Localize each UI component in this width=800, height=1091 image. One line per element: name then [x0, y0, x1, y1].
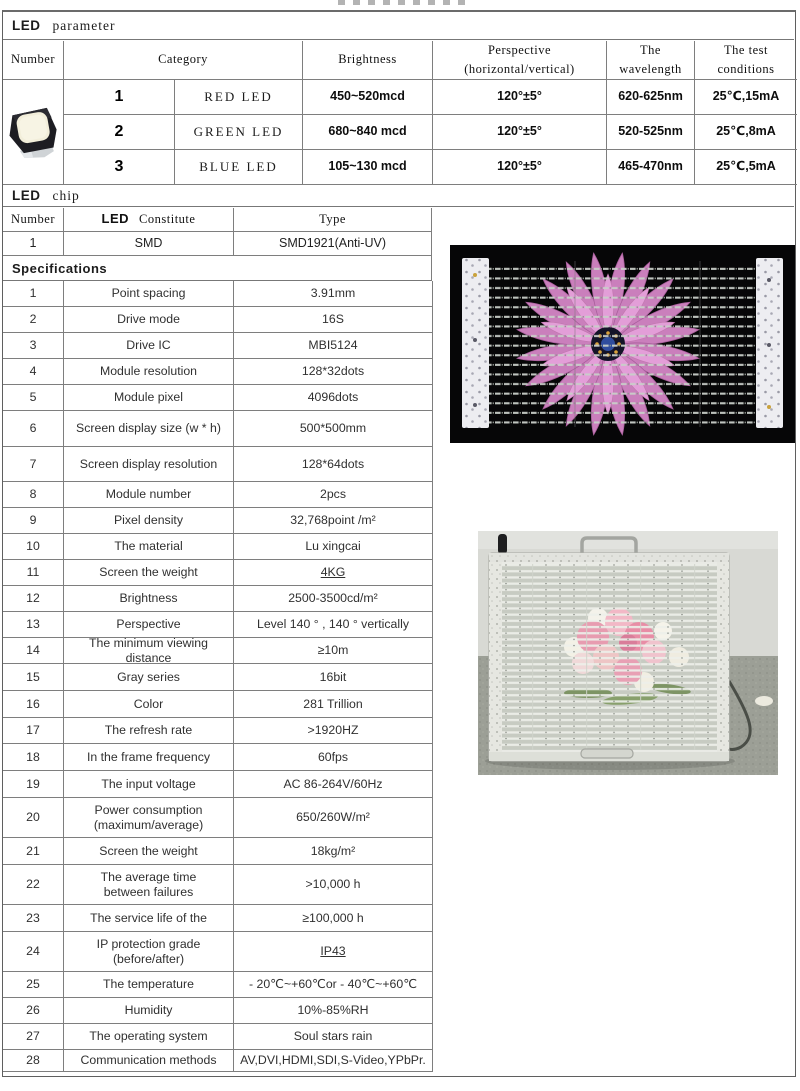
- spec-row-label: Brightness: [64, 586, 234, 612]
- spec-row-value: AV,DVI,HDMI,SDI,S-Video,YPbPr.: [234, 1050, 433, 1072]
- param-row-brightness: 450~520mcd: [303, 80, 433, 115]
- spec-row-value: 4KG: [234, 560, 433, 586]
- spec-row-value: >10,000 h: [234, 865, 433, 905]
- spec-row: [3, 972, 433, 998]
- spec-row: [3, 482, 433, 508]
- spec-row-value: Level 140 ° , 140 ° vertically: [234, 612, 433, 638]
- spec-row-number: 26: [3, 998, 64, 1024]
- param-row-test: 25℃,5mA: [695, 150, 797, 185]
- spec-row-value: ≥100,000 h: [234, 905, 433, 932]
- section-header-specifications: [3, 256, 432, 281]
- param-row-number: 1: [64, 80, 175, 115]
- spec-row-number: 27: [3, 1024, 64, 1050]
- white-flower-on-floor: [755, 696, 773, 706]
- bottom-handle-slot: [581, 749, 633, 758]
- spec-row-label: The input voltage: [64, 771, 234, 798]
- spec-row-label: Gray series: [64, 664, 234, 691]
- spec-row-number: 20: [3, 798, 64, 838]
- spec-row-label: The temperature: [64, 972, 234, 998]
- section-title-rest: parameter: [52, 17, 116, 33]
- param-row-number: 3: [64, 150, 175, 185]
- spec-row-value: 128*32dots: [234, 359, 433, 385]
- spec-row-label: The refresh rate: [64, 718, 234, 744]
- spec-row-value: 128*64dots: [234, 447, 433, 482]
- spec-row-label: The average time between failures: [64, 865, 234, 905]
- spec-row: [3, 744, 433, 771]
- led-parameter-table: [3, 41, 797, 185]
- spec-row: [3, 1050, 433, 1072]
- spec-row: [3, 560, 433, 586]
- spec-row-number: 2: [3, 307, 64, 333]
- spec-row-label: IP protection grade (before/after): [64, 932, 234, 972]
- spec-row-value: 4096dots: [234, 385, 433, 411]
- param-row-brightness: 105~130 mcd: [303, 150, 433, 185]
- chip-row-constitute: SMD: [64, 232, 234, 256]
- clipped-page-title-fragment: [338, 0, 470, 5]
- spec-row: [3, 612, 433, 638]
- spec-row-number: 13: [3, 612, 64, 638]
- spec-row: [3, 1024, 433, 1050]
- spec-row-label: The service life of the: [64, 905, 234, 932]
- spec-row-number: 11: [3, 560, 64, 586]
- spec-row-label: Pixel density: [64, 508, 234, 534]
- spec-row-value: 650/260W/m²: [234, 798, 433, 838]
- chip-header-constitute: LED Constitute: [64, 208, 234, 232]
- spec-row-value: MBI5124: [234, 333, 433, 359]
- spec-row-number: 28: [3, 1050, 64, 1072]
- spec-row-label: Screen the weight: [64, 560, 234, 586]
- spec-row-value: 3.91mm: [234, 281, 433, 307]
- chip-row-type: SMD1921(Anti-UV): [234, 232, 432, 256]
- spec-row: [3, 838, 433, 865]
- spec-row-label: The material: [64, 534, 234, 560]
- spec-row: [3, 333, 433, 359]
- spec-row-number: 15: [3, 664, 64, 691]
- spec-row: [3, 359, 433, 385]
- param-row-category: RED LED: [175, 80, 303, 115]
- spec-row-label: Point spacing: [64, 281, 234, 307]
- section-title-rest: chip: [52, 187, 80, 203]
- param-row-test: 25℃,15mA: [695, 80, 797, 115]
- spec-row-label: In the frame frequency: [64, 744, 234, 771]
- spec-row-number: 22: [3, 865, 64, 905]
- spec-row-number: 6: [3, 411, 64, 447]
- spec-row: [3, 998, 433, 1024]
- spec-row-number: 14: [3, 638, 64, 664]
- col-header-category: Category: [64, 41, 303, 80]
- param-row-perspective: 120°±5°: [433, 150, 607, 185]
- spec-row-number: 9: [3, 508, 64, 534]
- spec-row-label: Drive IC: [64, 333, 234, 359]
- section-title: Specifications: [12, 260, 108, 276]
- spec-row: [3, 586, 433, 612]
- led-chip-table: [3, 208, 433, 256]
- spec-row-label: Humidity: [64, 998, 234, 1024]
- section-title-bold: LED: [12, 188, 41, 203]
- spec-row-value: IP43: [234, 932, 433, 972]
- antenna-knob: [498, 534, 507, 554]
- param-row-category: GREEN LED: [175, 115, 303, 150]
- spec-row-number: 10: [3, 534, 64, 560]
- spec-row: [3, 508, 433, 534]
- transparent-screen-mesh: [502, 564, 717, 750]
- spec-row-label: Screen the weight: [64, 838, 234, 865]
- spec-row-number: 3: [3, 333, 64, 359]
- spec-row-number: 21: [3, 838, 64, 865]
- spec-row: [3, 534, 433, 560]
- spec-row: [3, 905, 433, 932]
- spec-row: [3, 411, 433, 447]
- chip-row-number: 1: [3, 232, 64, 256]
- spec-row: [3, 447, 433, 482]
- spec-row-value: 16bit: [234, 664, 433, 691]
- spec-row-value: AC 86-264V/60Hz: [234, 771, 433, 798]
- spec-row-value: Soul stars rain: [234, 1024, 433, 1050]
- param-row-wavelength: 520-525nm: [607, 115, 695, 150]
- spec-row-value: 32,768point /m²: [234, 508, 433, 534]
- spec-row-number: 25: [3, 972, 64, 998]
- param-row-test: 25℃,8mA: [695, 115, 797, 150]
- spec-row-value: 18kg/m²: [234, 838, 433, 865]
- spec-row: [3, 932, 433, 972]
- spec-row-label: Perspective: [64, 612, 234, 638]
- spec-row-label: Module number: [64, 482, 234, 508]
- spec-row: [3, 718, 433, 744]
- col-header-brightness: Brightness: [303, 41, 433, 80]
- spec-row-label: Module pixel: [64, 385, 234, 411]
- spec-row-label: Drive mode: [64, 307, 234, 333]
- spec-row-label: The operating system: [64, 1024, 234, 1050]
- spec-row-label: Module resolution: [64, 359, 234, 385]
- spec-row: [3, 307, 433, 333]
- param-row-perspective: 120°±5°: [433, 80, 607, 115]
- spec-row-label: Color: [64, 691, 234, 718]
- spec-row-value: 2500-3500cd/m²: [234, 586, 433, 612]
- spec-row-label: Communication methods: [64, 1050, 234, 1072]
- led-panel-bouquet-photo: [478, 531, 778, 775]
- spec-row: [3, 664, 433, 691]
- spec-row-label: Screen display size (w * h): [64, 411, 234, 447]
- spec-row-number: 5: [3, 385, 64, 411]
- col-header-perspective: Perspective (horizontal/vertical): [433, 41, 607, 80]
- smd-led-photo-cell: [3, 80, 64, 185]
- spec-row-number: 7: [3, 447, 64, 482]
- spec-row-number: 19: [3, 771, 64, 798]
- spec-row-number: 17: [3, 718, 64, 744]
- led-mesh-strips: [488, 261, 757, 427]
- param-row-category: BLUE LED: [175, 150, 303, 185]
- param-row-brightness: 680~840 mcd: [303, 115, 433, 150]
- chip-header-type: Type: [234, 208, 432, 232]
- spec-row-value: 16S: [234, 307, 433, 333]
- param-row-wavelength: 620-625nm: [607, 80, 695, 115]
- col-header-test-conditions: The test conditions: [695, 41, 797, 80]
- specifications-table: [3, 281, 433, 1072]
- spec-row-number: 24: [3, 932, 64, 972]
- spec-row-value: >1920HZ: [234, 718, 433, 744]
- spec-row-number: 1: [3, 281, 64, 307]
- spec-row-value: - 20℃~+60℃or - 40℃~+60℃: [234, 972, 433, 998]
- spec-row: [3, 635, 433, 665]
- spec-row-number: 18: [3, 744, 64, 771]
- spec-row: [3, 865, 433, 905]
- spec-row-value: ≥10m: [234, 638, 433, 664]
- led-mesh-flower-photo: [450, 245, 795, 443]
- param-row-number: 2: [64, 115, 175, 150]
- spec-row-number: 23: [3, 905, 64, 932]
- spec-row-value: 2pcs: [234, 482, 433, 508]
- spec-row-label: Screen display resolution: [64, 447, 234, 482]
- spec-row-value: 281 Trillion: [234, 691, 433, 718]
- spec-row: [3, 281, 433, 307]
- spec-row-label: Power consumption (maximum/average): [64, 798, 234, 838]
- smd-led-photo: [3, 86, 63, 178]
- spec-row: [3, 385, 433, 411]
- spec-row-value: 10%-85%RH: [234, 998, 433, 1024]
- col-header-wavelength: The wavelength: [607, 41, 695, 80]
- section-header-led-parameter: [3, 12, 794, 40]
- section-title-bold: LED: [12, 18, 41, 33]
- col-header-number: Number: [3, 41, 64, 80]
- spec-row: [3, 771, 433, 798]
- spec-row-label: The minimum viewing distance: [64, 638, 234, 664]
- spec-row-value: 60fps: [234, 744, 433, 771]
- param-row-wavelength: 465-470nm: [607, 150, 695, 185]
- spec-row-number: 4: [3, 359, 64, 385]
- spec-row-value: Lu xingcai: [234, 534, 433, 560]
- spec-row-number: 8: [3, 482, 64, 508]
- param-row-perspective: 120°±5°: [433, 115, 607, 150]
- spec-row: [3, 798, 433, 838]
- spec-row-number: 16: [3, 691, 64, 718]
- spec-row: [3, 691, 433, 718]
- chip-header-number: Number: [3, 208, 64, 232]
- section-header-led-chip: [3, 185, 794, 207]
- spec-row-number: 12: [3, 586, 64, 612]
- spec-row-value: 500*500mm: [234, 411, 433, 447]
